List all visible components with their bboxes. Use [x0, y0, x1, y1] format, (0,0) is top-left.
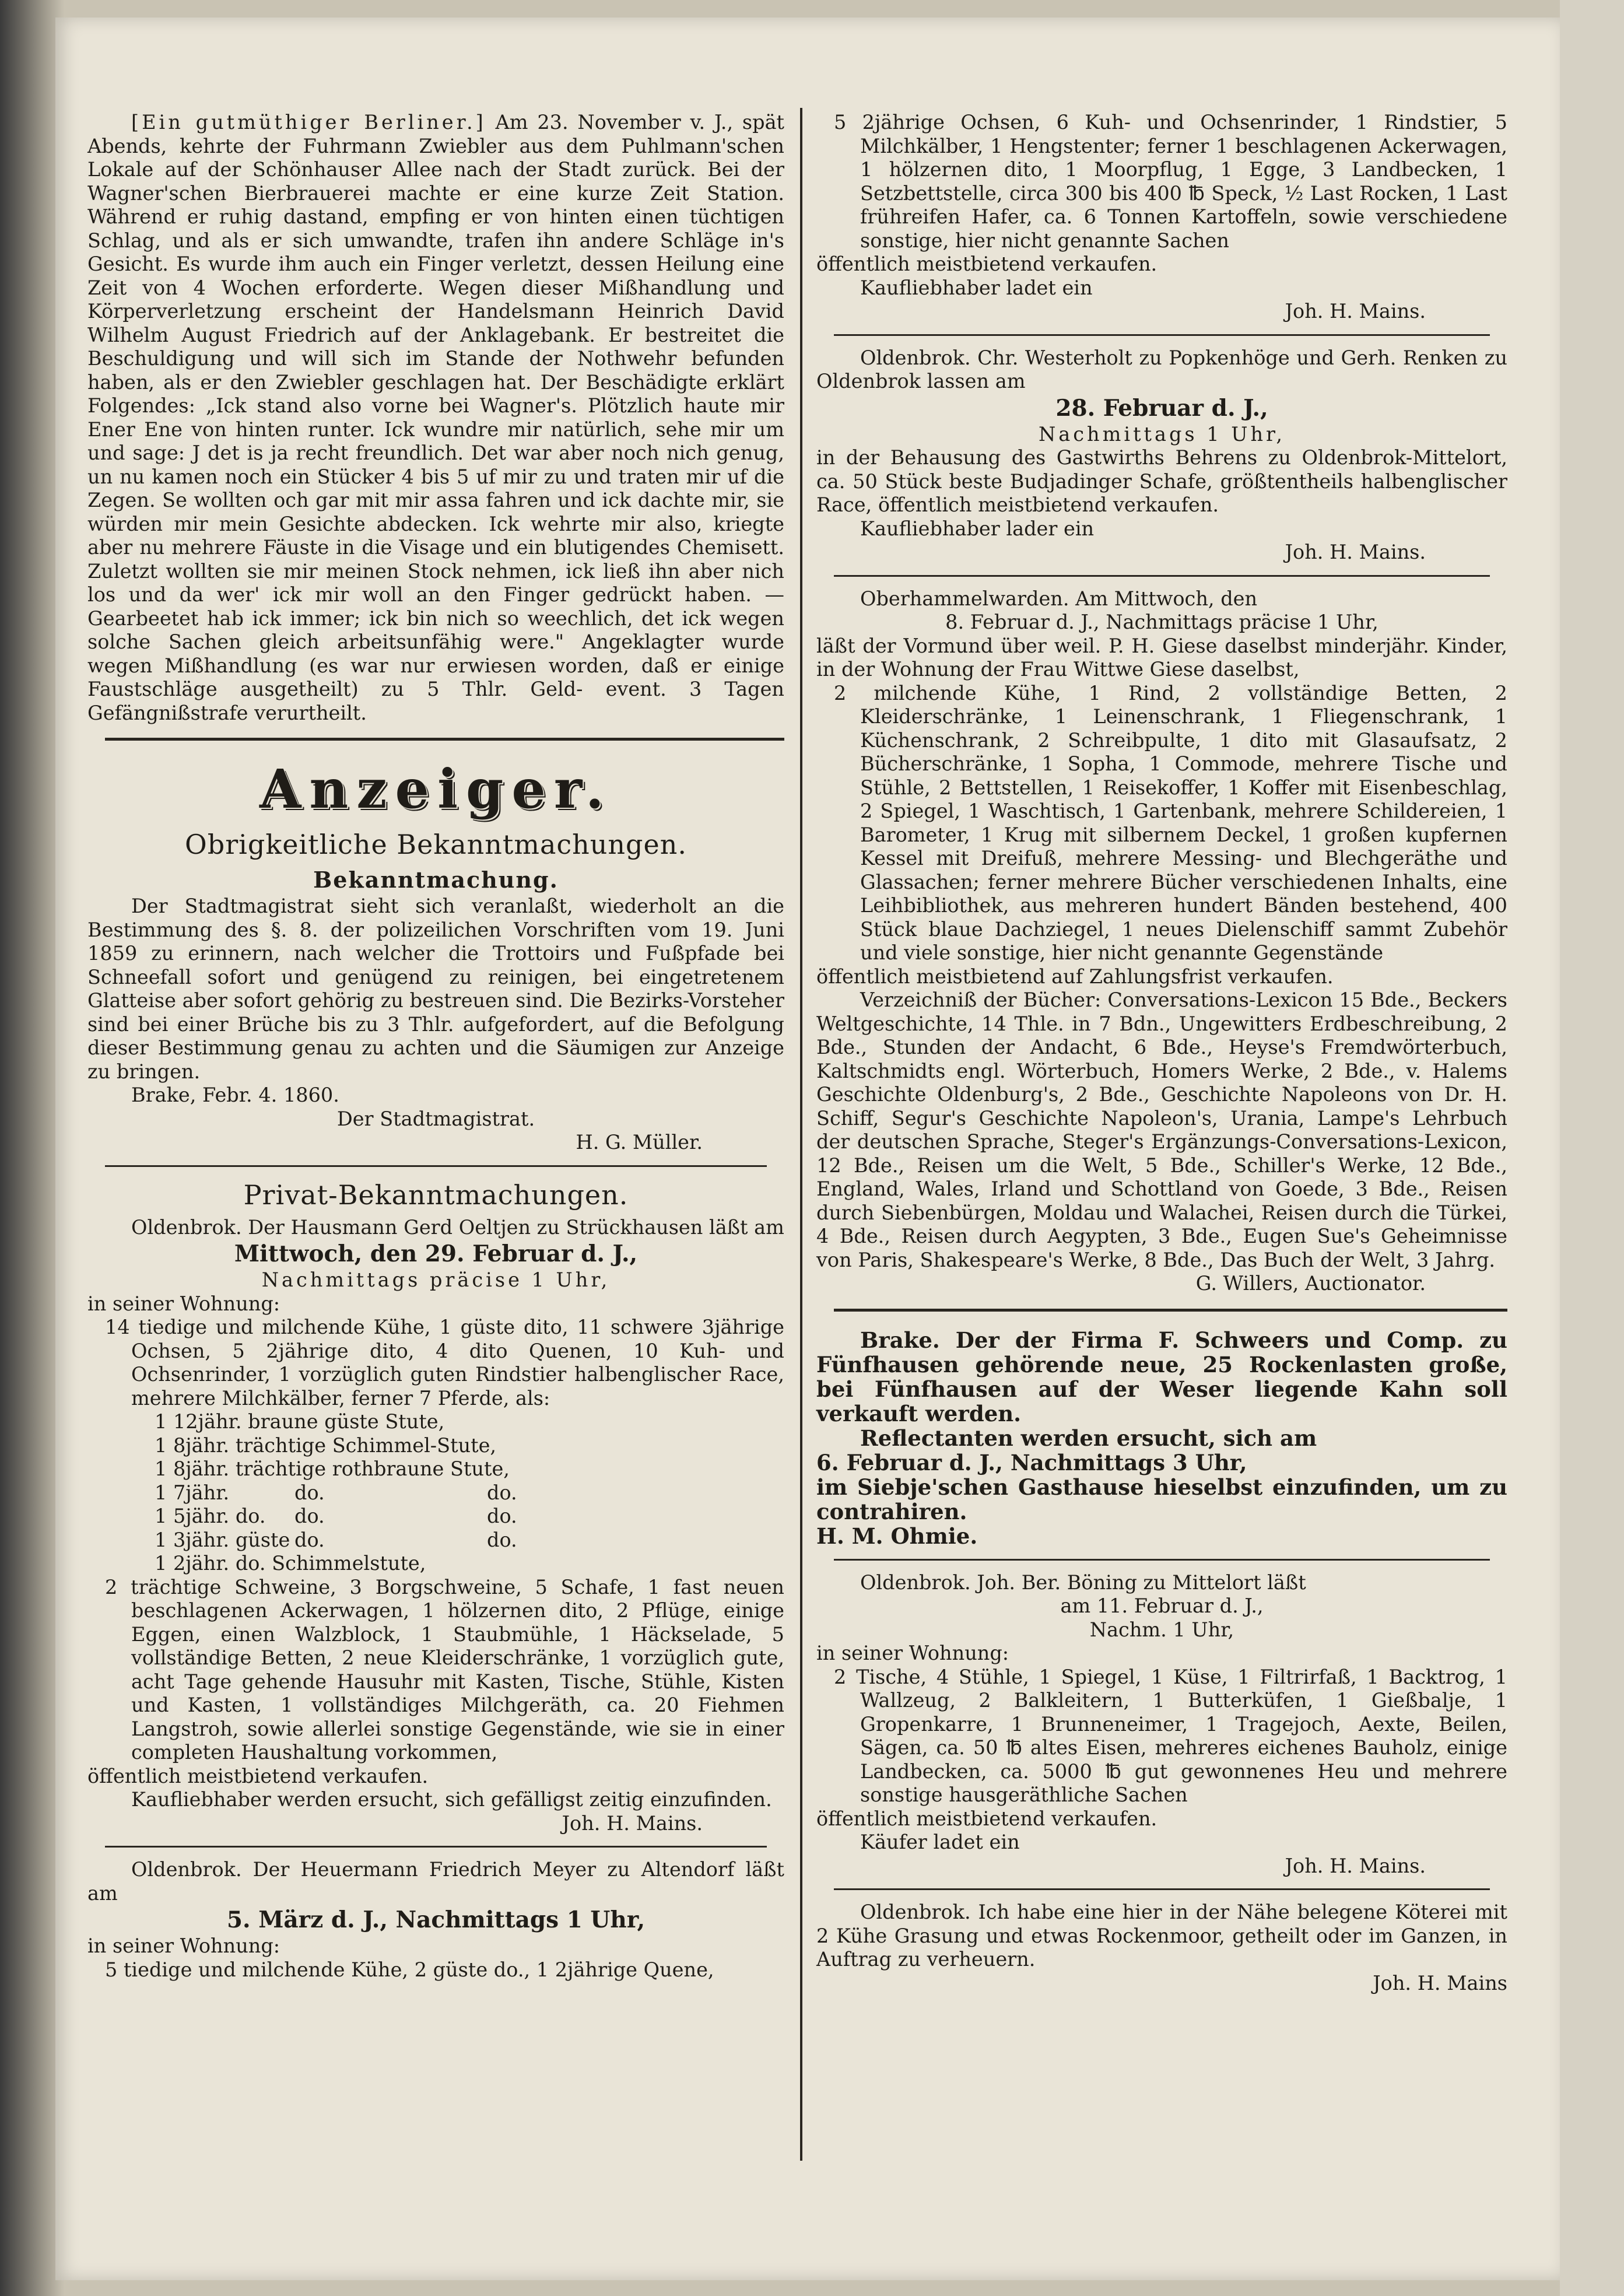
horse-ditto: do.: [294, 1481, 325, 1504]
section-divider: [105, 738, 784, 741]
section-divider: [834, 1559, 1490, 1561]
ad7-signature: Joh. H. Mains: [1373, 1971, 1507, 1994]
ad2-place: in seiner Wohnung:: [87, 1934, 280, 1957]
page-edge: [1560, 0, 1624, 2296]
right-column: [816, 111, 1507, 1995]
official-notice-place-date: Brake, Febr. 4. 1860.: [131, 1084, 339, 1106]
horse-row: [87, 1505, 784, 1529]
ad3-text: in der Behausung des Gastwirths Behrens zu Oldenbrok-Mittelort, ca. 50 Stück beste Budjadinger Schafe, größtentheils halbenglischer Race, öffentlich meistbietend verkaufen.: [816, 446, 1507, 516]
horse-row: [87, 1552, 784, 1576]
horse-desc: 1 12jähr. braune güste Stute,: [155, 1410, 445, 1433]
section-divider: [105, 1846, 767, 1848]
horse-ditto: do.: [487, 1528, 517, 1551]
ad2-signature: Joh. H. Mains.: [1285, 300, 1426, 323]
ad3-intro: Oldenbrok. Chr. Westerholt zu Popkenhöge und Gerh. Renken zu Oldenbrok lassen am: [816, 346, 1507, 392]
horse-row: [87, 1457, 784, 1481]
ad6-signature: Joh. H. Mains.: [1285, 1854, 1426, 1877]
ad1-items-2: 2 trächtige Schweine, 3 Borgschweine, 5 Schafe, 1 fast neuen beschlagenen Ackerwagen, 1 hölzernen dito, 2 Pflüge, einige Eggen, einen Walzblock, 1 Staubmühle, 1 Häckselade, 5 vollständige Betten, 2 neue Kleiderschränke, 1 vorzüglich gute, acht Tage gehende Hausuhr mit Kasten, Tische, Stühle, Kisten und Kasten, 1 vollständiges Milchgeräth, ca. 20 Fiehmen Langstroh, sowie allerlei sonstige Gegenstände, wie sie in einer completen Haushaltung vorkommen,: [105, 1575, 784, 1764]
anzeiger-heading: Anzeiger.: [259, 758, 612, 821]
ad2-date: 5. März d. J., Nachmittags 1 Uhr,: [226, 1906, 646, 1933]
ad1-horse-list: [87, 1410, 784, 1576]
left-column: [87, 111, 784, 1982]
horse-desc: 1 8jähr. trächtige rothbraune Stute,: [155, 1457, 510, 1480]
horse-ditto: do.: [294, 1505, 325, 1527]
ad3-signature: Joh. H. Mains.: [1285, 541, 1426, 563]
column-divider: [800, 108, 802, 2161]
horse-desc: 1 2jähr. do. Schimmelstute,: [155, 1552, 426, 1575]
news-item-text: Am 23. November v. J., spät Abends, kehrte der Fuhrmann Zwiebler aus dem Puhlmann'schen Lokale auf der Schönhauser Allee nach der Stadt zurück. Bei der Wagner'schen Bierbrauerei machte er eine kurze Zeit Station. Während er ruhig dastand, empfing er von hinten einen tüchtigen Schlag, und als er sich umwandte, trafen ihn andere Schläge in's Gesicht. Es wurde ihm auch ein Finger verletzt, dessen Heilung eine Zeit von 4 Wochen erforderte. Wegen dieser Mißhandlung und Körperverletzung erscheint der Handelsmann Heinrich David Wilhelm August Friedrich auf der Anklagebank. Er bestreitet die Beschuldigung und will sich im Stande der Nothwehr befunden haben, als er den Zwiebler geschlagen hat. Der Beschädigte erklärt Folgendes: „Ick stand also vorne bei Wagner's. Plötzlich haute mir Ener Ene von hinten runter. Ick wundre mir natürlich, sehe mir um und sage: J det is ja recht freundlich. Det war aber noch nich genug, un nu kamen noch ein Stücker 4 bis 5 uf mir zu und traten mir uf die Zegen. Se wollten och gar mit mir assa fahren und ick dachte mir, sie würden mir mein Gesichte abdecken. Ick wehrte mir also, kriegte aber nu mehrere Fäuste in die Visage und ein blutigendes Chemisett. Zuletzt wollten sie mir meinen Stock nehmen, ick ließ ihn aber nich los und da wer' ick mir woll an den Finger gedrückt haben. — Gearbeetet hab ick immer; ick bin nich so weechlich, det ick wegen solche Sachen gleich arbeitsunfähig were." Angeklagter wurde wegen Mißhandlung (es war nur erwiesen worden, daß er einige Faustschläge ausgetheilt) zu 5 Thlr. Geld- event. 3 Tagen Gefängnißstrafe verurtheilt.: [87, 111, 785, 724]
section-divider: [834, 575, 1490, 577]
ad3-time: Nachmittags 1 Uhr,: [1038, 422, 1286, 446]
ad1-closing: öffentlich meistbietend verkaufen.: [87, 1764, 429, 1787]
ad1-signature: Joh. H. Mains.: [562, 1811, 703, 1835]
ad5-line-4: im Siebje'schen Gasthause hieselbst einzufinden, um zu contrahiren.: [816, 1474, 1507, 1524]
ad5-text: Brake. Der der Firma F. Schweers und Comp. zu Fünfhausen gehörende neue, 25 Rockenlasten große, bei Fünfhausen auf der Weser liegende Kahn soll verkauft werden.: [816, 1327, 1507, 1426]
book-spine-shadow: [0, 0, 64, 2296]
section-divider: [105, 1165, 767, 1167]
ad4-items: 2 milchende Kühe, 1 Rind, 2 vollständige Betten, 2 Kleiderschränke, 1 Leinenschrank, 1 Fliegenschrank, 1 Küchenschrank, 2 Schreibpulte, 1 dito mit Glasaufsatz, 2 Bücherschränke, 1 Sopha, 1 Commode, mehrere Tische und Stühle, 2 Bettstellen, 1 Reisekoffer, 1 Koffer mit Eisenbeschlag, 2 Spiegel, 1 Waschtisch, 1 Gartenbank, mehrere Schildereien, 1 Barometer, 1 Krug mit silbernem Deckel, 1 großen kupfernen Kessel mit Dreifuß, mehrere Messing- und Blechgeräthe und Glassachen; ferner mehrere Bücher verschiedenen Inhalts, eine Leihbibliothek, aus mehreren hundert Bänden bestehend, 400 Stück blaue Dachziegel, 1 neues Dielenschiff sammt Zubehör und viele sonstige, hier nicht genannte Gegenstände: [834, 681, 1507, 964]
ad6-closing: öffentlich meistbietend verkaufen.: [816, 1807, 1158, 1830]
ad5-signature: H. M. Ohmie.: [816, 1523, 978, 1549]
horse-row: [87, 1434, 784, 1458]
horse-desc: 1 5jähr. do.: [155, 1505, 266, 1527]
ad3-buyers: Kaufliebhaber lader ein: [860, 517, 1095, 540]
ad4-text: läßt der Vormund über weil. P. H. Giese daselbst minderjähr. Kinder, in der Wohnung der Frau Wittwe Giese daselbst,: [816, 634, 1507, 681]
section-divider: [834, 334, 1490, 336]
horse-ditto: do.: [487, 1481, 517, 1504]
ad2-items-continued: 5 2jährige Ochsen, 6 Kuh- und Ochsenrinder, 1 Rindstier, 5 Milchkälber, 1 Hengstenter; ferner 1 beschlagenen Ackerwagen, 1 hölzernen dito, 1 Moorpflug, 1 Egge, 3 Landbecken, 1 Setzbettstelle, circa 300 bis 400 ℔ Speck, ½ Last Rocken, 1 Last frühreifen Hafer, ca. 6 Tonnen Kartoffeln, sowie verschiedene sonstige, hier nicht genannte Sachen: [834, 111, 1507, 252]
ad4-date: 8. Februar d. J., Nachmittags präcise 1 Uhr,: [945, 611, 1379, 633]
ad1-intro: Oldenbrok. Der Hausmann Gerd Oeltjen zu Strückhausen läßt am: [131, 1215, 784, 1239]
official-notice-text: Der Stadtmagistrat sieht sich veranlaßt, wiederholt an die Bestimmung des §. 8. der polizeilichen Vorschriften vom 19. Juni 1859 zu erinnern, nach welcher die Trottoirs und Fußpfade bei Schneefall sofort und genügend zu reinigen, bei eingetretenem Glatteise aber sofort gehörig zu bestreuen sind. Die Bezirks-Vorsteher sind bei einer Brüche bis zu 3 Thlr. aufgefordert, auf die Befolgung dieser Bestimmung genau zu achten und die Säumigen zur Anzeige zu bringen.: [87, 895, 784, 1083]
ad4-signature: G. Willers, Auctionator.: [1195, 1272, 1426, 1295]
horse-desc: 1 8jähr. trächtige Schimmel-Stute,: [155, 1433, 497, 1457]
ad6-place: in seiner Wohnung:: [816, 1642, 1009, 1664]
ad5-date: 6. Februar d. J., Nachmittags 3 Uhr,: [816, 1449, 1247, 1475]
horse-desc: 1 3jähr. güste: [155, 1528, 290, 1551]
horse-row: [87, 1481, 784, 1505]
horse-desc: 1 7jähr.: [155, 1481, 230, 1504]
ad1-buyers: Kaufliebhaber werden ersucht, sich gefälligst zeitig einzufinden.: [131, 1788, 772, 1811]
horse-ditto: do.: [487, 1505, 517, 1527]
official-notice-signature-2: H. G. Müller.: [576, 1131, 703, 1154]
ad1-time: Nachmittags präcise 1 Uhr,: [261, 1268, 611, 1291]
horse-ditto: do.: [294, 1528, 325, 1551]
ad2-items: 5 tiedige und milchende Kühe, 2 güste do., 1 2jährige Quene,: [105, 1958, 714, 1981]
official-notice-subheading: Bekanntmachung.: [313, 867, 559, 893]
horse-row: [87, 1529, 784, 1552]
ad6-buyers: Käufer ladet ein: [860, 1831, 1020, 1853]
official-notices-heading: Obrigkeitliche Bekanntmachungen.: [185, 829, 687, 860]
section-divider: [834, 1888, 1490, 1890]
ad6-time: Nachm. 1 Uhr,: [1089, 1618, 1234, 1641]
ad2-buyers: Kaufliebhaber ladet ein: [860, 276, 1093, 299]
horse-row: [87, 1410, 784, 1434]
section-divider: [834, 1309, 1507, 1312]
news-item: [87, 111, 784, 725]
ad6-date: am 11. Februar d. J.,: [1060, 1594, 1264, 1617]
ad4-intro: Oberhammelwarden. Am Mittwoch, den: [860, 587, 1258, 610]
private-notices-heading: Privat-Bekanntmachungen.: [243, 1179, 629, 1211]
ad4-closing: öffentlich meistbietend auf Zahlungsfrist verkaufen.: [816, 965, 1334, 988]
ad2-closing: öffentlich meistbietend verkaufen.: [816, 253, 1158, 275]
ad6-items: 2 Tische, 4 Stühle, 1 Spiegel, 1 Küse, 1 Filtrirfaß, 1 Backtrog, 1 Wallzeug, 2 Balkleitern, 1 Butterküfen, 1 Gießbalje, 1 Gropenkarre, 1 Brunneneimer, 1 Tragejoch, Aexte, Beilen, Sägen, ca. 50 ℔ altes Eisen, mehreres eichenes Bauholz, einige Landbecken, ca. 5000 ℔ gut gewonnenes Heu und mehrere sonstige hausgeräthliche Sachen: [834, 1665, 1507, 1806]
ad1-place: in seiner Wohnung:: [87, 1292, 280, 1315]
news-item-title: [Ein gutmüthiger Berliner.]: [131, 111, 486, 134]
ad3-date: 28. Februar d. J.,: [1055, 394, 1268, 422]
ad7-text: Oldenbrok. Ich habe eine hier in der Nähe belegene Köterei mit 2 Kühe Grasung und etwas Rockenmoor, getheilt oder im Ganzen, in Auftrag zu verheuern.: [816, 1901, 1507, 1971]
official-notice-signature-1: Der Stadtmagistrat.: [336, 1107, 535, 1130]
ad1-items-1: 14 tiedige und milchende Kühe, 1 güste dito, 11 schwere 3jährige Ochsen, 5 2jährige dito, 4 dito Quenen, 10 Kuh- und Ochsenrinder, 1 vorzüglich guten Rindstier halbenglischer Race, mehrere Milchkälber, ferner 7 Pferde, als:: [105, 1316, 784, 1410]
ad4-book-list: Verzeichniß der Bücher: Conversations-Lexicon 15 Bde., Beckers Weltgeschichte, 14 Thle. in 7 Bdn., Ungewitters Erdbeschreibung, 2 Bde., Stunden der Andacht, 6 Bde., Heyse's Fremdwörterbuch, Kaltschmidts engl. Wörterbuch, Homers Werke, 2 Bde., v. Halems Geschichte Oldenburg's, 2 Bde., Geschichte Napoleons von Dr. H. Schiff, Segur's Geschichte Napoleon's, Urania, Lampe's Lehrbuch der deutschen Sprache, Steger's Ergänzungs-Conversations-Lexicon, 12 Bde., Reisen um die Welt, 5 Bde., Schiller's Werke, 12 Bde., England, Wales, Irland und Schottland von Goede, 3 Bde., Reisen durch Siebenbürgen, Moldau und Walachei, Reisen durch die Türkei, 4 Bde., Reisen durch Aegypten, 3 Bde., Eugen Sue's Geheimnisse von Paris, Shakespeare's Werke, 8 Bde., Das Buch der Welt, 3 Jahrg.: [816, 988, 1507, 1271]
ad6-intro: Oldenbrok. Joh. Ber. Böning zu Mittelort läßt: [860, 1571, 1306, 1594]
ad2-intro: Oldenbrok. Der Heuermann Friedrich Meyer zu Altendorf läßt am: [87, 1858, 784, 1905]
ad5-line-2: Reflectanten werden ersucht, sich am: [860, 1425, 1317, 1451]
ad1-date: Mittwoch, den 29. Februar d. J.,: [234, 1240, 638, 1267]
